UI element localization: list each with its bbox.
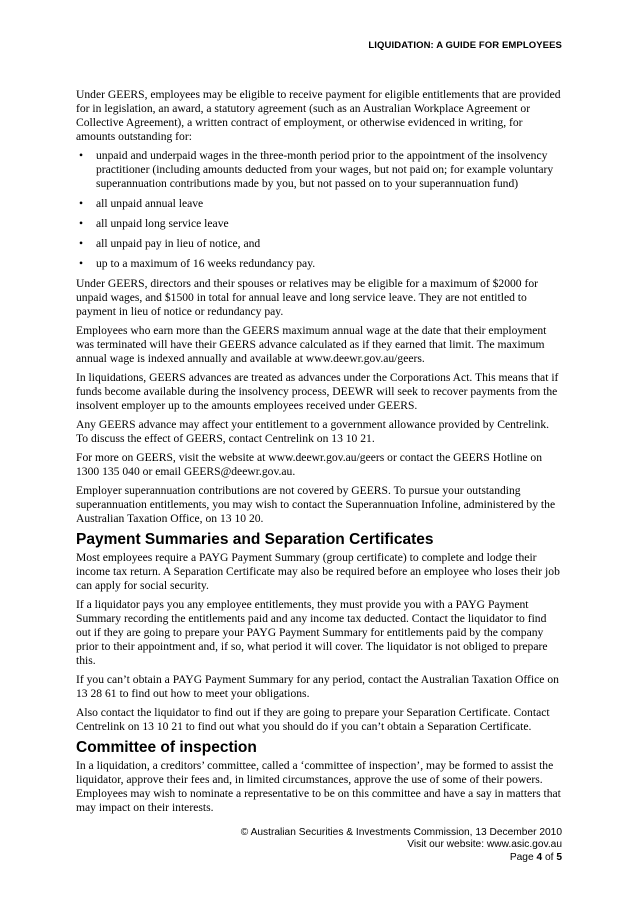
paragraph-payment-4: Also contact the liquidator to find out if they are going to prepare your Separation Certificate. Contact Centrelink on 13 10 21 to find out what you should do if you can’t obtain a Separation Certificate. <box>76 706 550 733</box>
bullet-icon: • <box>78 257 84 270</box>
paragraph-payment-3: If you can’t obtain a PAYG Payment Summary for any period, contact the Australian Taxation Office on 13 28 61 to find out how to meet your obligations. <box>76 673 559 700</box>
bullet-icon: • <box>78 217 84 230</box>
website-line: Visit our website: www.asic.gov.au <box>407 839 562 851</box>
paragraph-superannuation: Employer superannuation contributions are not covered by GEERS. To pursue your outstanding superannuation entitlements, you may wish to contact the Superannuation Infoline, administered by the Australian Taxation Office, on 13 10 20. <box>76 484 556 525</box>
entitlements-list <box>76 149 562 271</box>
paragraph-payment-2: If a liquidator pays you any employee entitlements, they must provide you with a PAYG Payment Summary recording the entitlements paid and any income tax deducted. Contact the liquidator to find out if they are going to prepare your PAYG Payment Summary for entitlements paid by the company prior to their appointment and, if so, what period it will cover. The liquidator is not obliged to prepare this. <box>76 598 548 667</box>
paragraph-committee-1: In a liquidation, a creditors’ committee, called a ‘committee of inspection’, may be formed to assist the liquidator, approve their fees and, in limited circumstances, approve the use of some of their powers. Employees may wish to nominate a representative to be on this committee and have a say in matters that may impact on their interests. <box>76 759 561 814</box>
page-footer <box>241 827 562 864</box>
running-header: LIQUIDATION: A GUIDE FOR EMPLOYEES <box>368 40 562 51</box>
bullet-icon: • <box>78 237 84 250</box>
paragraph-advances: In liquidations, GEERS advances are treated as advances under the Corporations Act. This means that if funds become available during the insolvency process, DEEWR will seek to recover payments from the insolvent employer up to the amounts employees received under GEERS. <box>76 371 559 412</box>
section-heading-committee: Committee of inspection <box>76 739 257 756</box>
paragraph-geers-contact: For more on GEERS, visit the website at www.deewr.gov.au/geers or contact the GEERS Hotline on 1300 135 040 or email GEERS@deewr.gov.au. <box>76 451 543 478</box>
page-number: Page 4 of 5 <box>509 851 562 863</box>
page-body <box>76 88 562 820</box>
list-item: • unpaid and underpaid wages in the three-month period prior to the appointment of the insolvency practitioner (including amounts deducted from your wages, but not paid on; for example voluntary superannuation contributions made by you, but not passed on to your superannuation fund) <box>76 149 562 191</box>
paragraph-directors: Under GEERS, directors and their spouses or relatives may be eligible for a maximum of $2000 for unpaid wages, and $1500 in total for annual leave and long service leave. They are not entitled to payment in lieu of notice or redundancy pay. <box>76 277 539 318</box>
paragraph-payment-1: Most employees require a PAYG Payment Summary (group certificate) to complete and lodge their income tax return. A Separation Certificate may also be required before an employee who loses their job can apply for social security. <box>76 551 560 592</box>
intro-paragraph: Under GEERS, employees may be eligible to receive payment for eligible entitlements that are provided for in legislation, an award, a statutory agreement (such as an Australian Workplace Agreement or Collective Agreement), a written contract of employment, or otherwise evidenced in writing, for amounts outstanding for: <box>76 88 561 143</box>
paragraph-maximum-wage: Employees who earn more than the GEERS maximum annual wage at the date that their employment was terminated will have their GEERS advance calculated as if they earned that limit. The maximum annual wage is indexed annually and available at www.deewr.gov.au/geers. <box>76 324 547 365</box>
list-item: • up to a maximum of 16 weeks redundancy pay. <box>76 257 562 271</box>
list-item: • all unpaid long service leave <box>76 217 562 231</box>
list-item: • all unpaid pay in lieu of notice, and <box>76 237 562 251</box>
copyright-line: © Australian Securities & Investments Commission, 13 December 2010 <box>240 827 562 838</box>
bullet-icon: • <box>78 197 84 210</box>
bullet-icon: • <box>78 149 84 162</box>
paragraph-centrelink: Any GEERS advance may affect your entitlement to a government allowance provided by Centrelink. To discuss the effect of GEERS, contact Centrelink on 13 10 21. <box>76 418 550 445</box>
section-heading-payment-summaries: Payment Summaries and Separation Certificates <box>76 531 434 548</box>
list-item: • all unpaid annual leave <box>76 197 562 211</box>
